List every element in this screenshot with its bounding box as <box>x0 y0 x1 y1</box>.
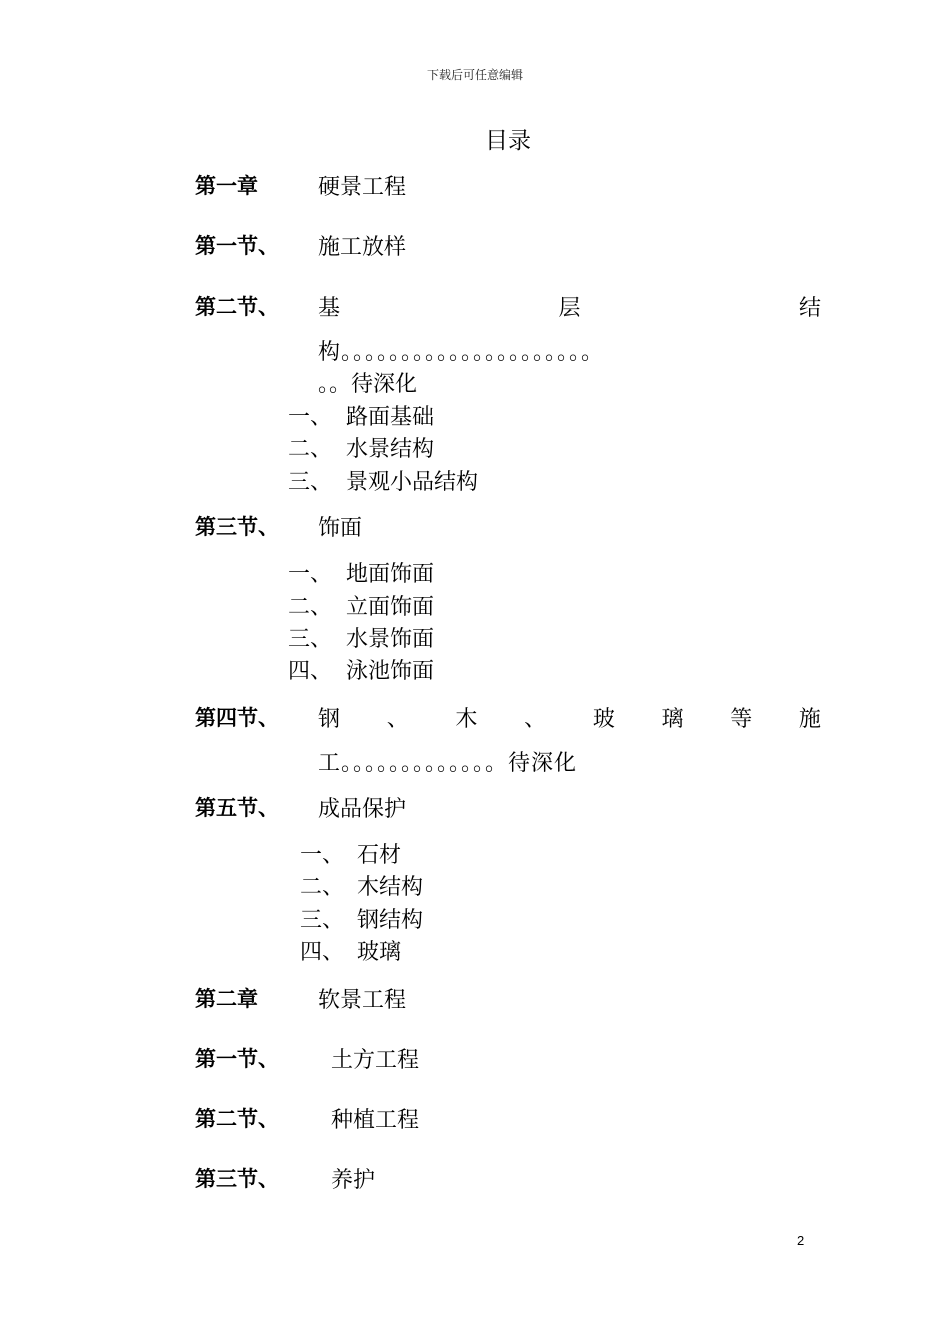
section-5-item-1-num: 一、 <box>300 843 345 868</box>
section-5-item-3-num: 三、 <box>300 908 345 933</box>
section-2-item-2-text: 水景结构 <box>346 437 435 462</box>
chapter-1-label: 第一章 <box>195 173 258 198</box>
section-3-item-2-text: 立面饰面 <box>346 595 435 620</box>
chapter-2-section-2-title: 种植工程 <box>331 1108 420 1133</box>
section-3-item-3-text: 水景饰面 <box>346 627 435 652</box>
section-3-item-1-text: 地面饰面 <box>346 562 435 587</box>
section-5-item-4-text: 玻璃 <box>357 940 402 965</box>
section-2-item-1-num: 一、 <box>288 405 333 430</box>
section-4-label: 第四节、 <box>195 705 279 730</box>
title-char: 玻 <box>592 707 615 732</box>
section-3-item-3-num: 三、 <box>288 627 333 652</box>
toc-title: 目录 <box>485 128 531 154</box>
title-char: 等 <box>730 707 753 732</box>
section-1-label: 第一节、 <box>195 233 279 258</box>
section-3-title: 饰面 <box>318 516 363 541</box>
title-char: 结 <box>798 296 821 321</box>
title-char: 、 <box>524 707 547 732</box>
section-2-item-3-text: 景观小品结构 <box>346 470 479 495</box>
section-2-item-2-num: 二、 <box>288 437 333 462</box>
section-5-item-4-num: 四、 <box>300 940 345 965</box>
title-char: 木 <box>455 707 478 732</box>
section-2-item-1-text: 路面基础 <box>346 405 435 430</box>
title-char: 层 <box>558 296 581 321</box>
section-5-item-3-text: 钢结构 <box>357 908 424 933</box>
section-5-item-1-text: 石材 <box>357 843 402 868</box>
section-2-title-line-3: 。。待深化 <box>318 372 418 397</box>
title-char: 璃 <box>661 707 684 732</box>
section-3-item-2-num: 二、 <box>288 595 333 620</box>
section-5-title: 成品保护 <box>318 797 407 822</box>
section-5-label: 第五节、 <box>195 795 279 820</box>
section-4-title-line-2: 工。。。。。。。。。。。。。待深化 <box>318 751 578 776</box>
section-2-label: 第二节、 <box>195 294 279 319</box>
title-char: 施 <box>798 707 821 732</box>
section-2-title-line-1 <box>318 291 821 322</box>
title-char: 、 <box>386 707 409 732</box>
chapter-2-section-3-title: 养护 <box>331 1168 376 1193</box>
section-5-item-2-text: 木结构 <box>357 875 424 900</box>
section-1-title: 施工放样 <box>318 235 407 260</box>
page-header: 下载后可任意编辑 <box>426 68 523 82</box>
chapter-2-title: 软景工程 <box>318 988 407 1013</box>
chapter-2-section-3-label: 第三节、 <box>195 1166 279 1191</box>
chapter-2-section-1-title: 土方工程 <box>331 1048 420 1073</box>
section-4-title-line-1 <box>318 702 821 733</box>
section-2-item-3-num: 三、 <box>288 470 333 495</box>
section-2-title-line-2: 构。。。。。。。。。。。。。。。。。。。。。 <box>318 340 605 365</box>
title-char: 基 <box>318 296 341 321</box>
section-3-item-1-num: 一、 <box>288 562 333 587</box>
section-3-label: 第三节、 <box>195 514 279 539</box>
section-3-item-4-text: 泳池饰面 <box>346 659 435 684</box>
chapter-1-title: 硬景工程 <box>318 175 407 200</box>
chapter-2-label: 第二章 <box>195 986 258 1011</box>
section-3-item-4-num: 四、 <box>288 659 333 684</box>
page-number: 2 <box>797 1233 805 1248</box>
chapter-2-section-2-label: 第二节、 <box>195 1106 279 1131</box>
chapter-2-section-1-label: 第一节、 <box>195 1046 279 1071</box>
title-char: 钢 <box>318 707 341 732</box>
section-5-item-2-num: 二、 <box>300 875 345 900</box>
